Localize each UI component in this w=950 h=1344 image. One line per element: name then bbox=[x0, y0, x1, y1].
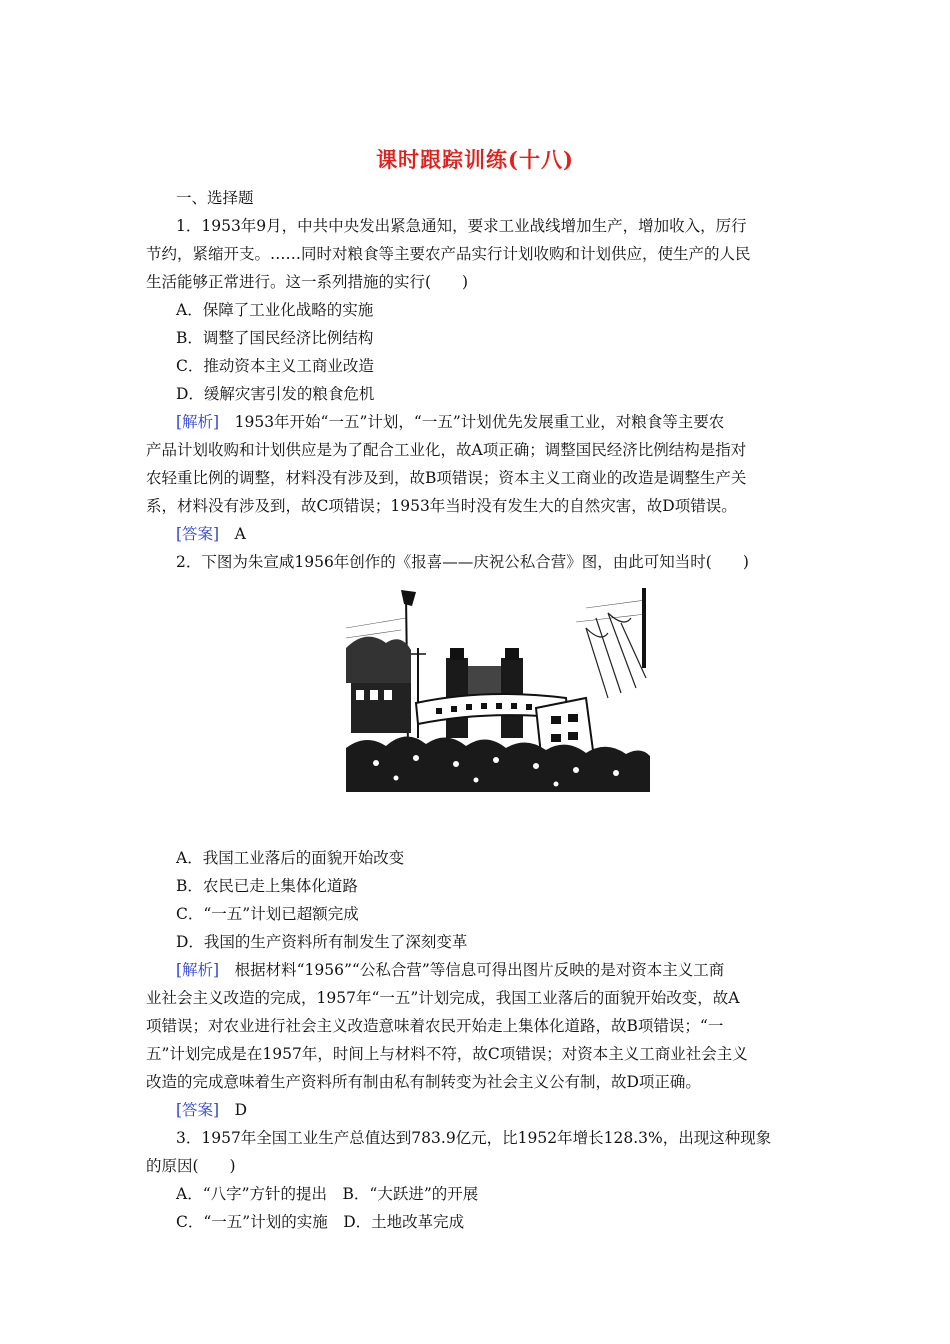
answer-tag: [答案] bbox=[176, 1101, 220, 1119]
q1-option-b: B．调整了国民经济比例结构 bbox=[176, 329, 374, 347]
q1-option-c: C．推动资本主义工商业改造 bbox=[176, 357, 374, 375]
answer-value: D bbox=[219, 1101, 248, 1119]
woodcut-illustration bbox=[346, 588, 650, 800]
q1-stem-line: 节约，紧缩开支。……同时对粮食等主要农产品实行计划收购和计划供应，使生产的人民 bbox=[146, 245, 751, 263]
q3-options-row: C．“一五”计划的实施 D．土地改革完成 bbox=[176, 1213, 465, 1231]
q2-option-a: A．我国工业落后的面貌开始改变 bbox=[176, 849, 405, 867]
page-title: 课时跟踪训练(十八) bbox=[376, 147, 574, 172]
q2-analysis-line: 五”计划完成是在1957年，时间上与材料不符，故C项错误；对资本主义工商业社会主义 bbox=[146, 1045, 748, 1063]
celebration-woodcut-image bbox=[346, 588, 650, 800]
answer-value: A bbox=[219, 525, 246, 543]
analysis-text: 1953年开始“一五”计划，“一五”计划优先发展重工业，对粮食等主要农 bbox=[219, 413, 725, 431]
q2-option-d: D．我国的生产资料所有制发生了深刻变革 bbox=[176, 933, 468, 951]
q2-analysis-line: 业社会主义改造的完成，1957年“一五”计划完成，我国工业落后的面貌开始改变，故A bbox=[146, 989, 740, 1007]
q1-analysis-line: 系，材料没有涉及到，故C项错误；1953年当时没有发生大的自然灾害，故D项错误。 bbox=[146, 497, 737, 515]
analysis-tag: [解析] bbox=[176, 961, 220, 979]
q1-stem-line: 生活能够正常进行。这一系列措施的实行( ) bbox=[146, 273, 469, 291]
q2-option-b: B．农民已走上集体化道路 bbox=[176, 877, 358, 895]
q2-option-c: C．“一五”计划已超额完成 bbox=[176, 905, 359, 923]
analysis-text: 根据材料“1956”“公私合营”等信息可得出图片反映的是对资本主义工商 bbox=[219, 961, 725, 979]
analysis-tag: [解析] bbox=[176, 413, 220, 431]
q1-option-d: D．缓解灾害引发的粮食危机 bbox=[176, 385, 375, 403]
q1-option-a: A．保障了工业化战略的实施 bbox=[176, 301, 374, 319]
q2-stem: 2．下图为朱宣咸1956年创作的《报喜——庆祝公私合营》图，由此可知当时( ) bbox=[176, 553, 749, 571]
answer-tag: [答案] bbox=[176, 525, 220, 543]
q1-answer bbox=[146, 520, 806, 548]
q3-stem-line: 3．1957年全国工业生产总值达到783.9亿元，比1952年增长128.3%，出现这种现象 bbox=[176, 1129, 772, 1147]
document-body bbox=[146, 184, 806, 1236]
q1-stem-line: 1．1953年9月，中共中央发出紧急通知，要求工业战线增加生产，增加收入，厉行 bbox=[176, 217, 747, 235]
q2-analysis-line bbox=[146, 956, 806, 984]
q1-analysis-line: 产品计划收购和计划供应是为了配合工业化，故A项正确；调整国民经济比例结构是指对 bbox=[146, 441, 747, 459]
q3-stem-line: 的原因( ) bbox=[146, 1157, 236, 1175]
q2-analysis-line: 改造的完成意味着生产资料所有制由私有制转变为社会主义公有制，故D项正确。 bbox=[146, 1073, 701, 1091]
q3-options-row: A．“八字”方针的提出 B．“大跃进”的开展 bbox=[176, 1185, 479, 1203]
q1-analysis-line bbox=[146, 408, 806, 436]
q2-answer bbox=[146, 1096, 806, 1124]
q1-analysis-line: 农轻重比例的调整，材料没有涉及到，故B项错误；资本主义工商业的改造是调整生产关 bbox=[146, 469, 747, 487]
section-heading: 一、选择题 bbox=[176, 189, 254, 207]
q2-analysis-line: 项错误；对农业进行社会主义改造意味着农民开始走上集体化道路，故B项错误；“一 bbox=[146, 1017, 724, 1035]
